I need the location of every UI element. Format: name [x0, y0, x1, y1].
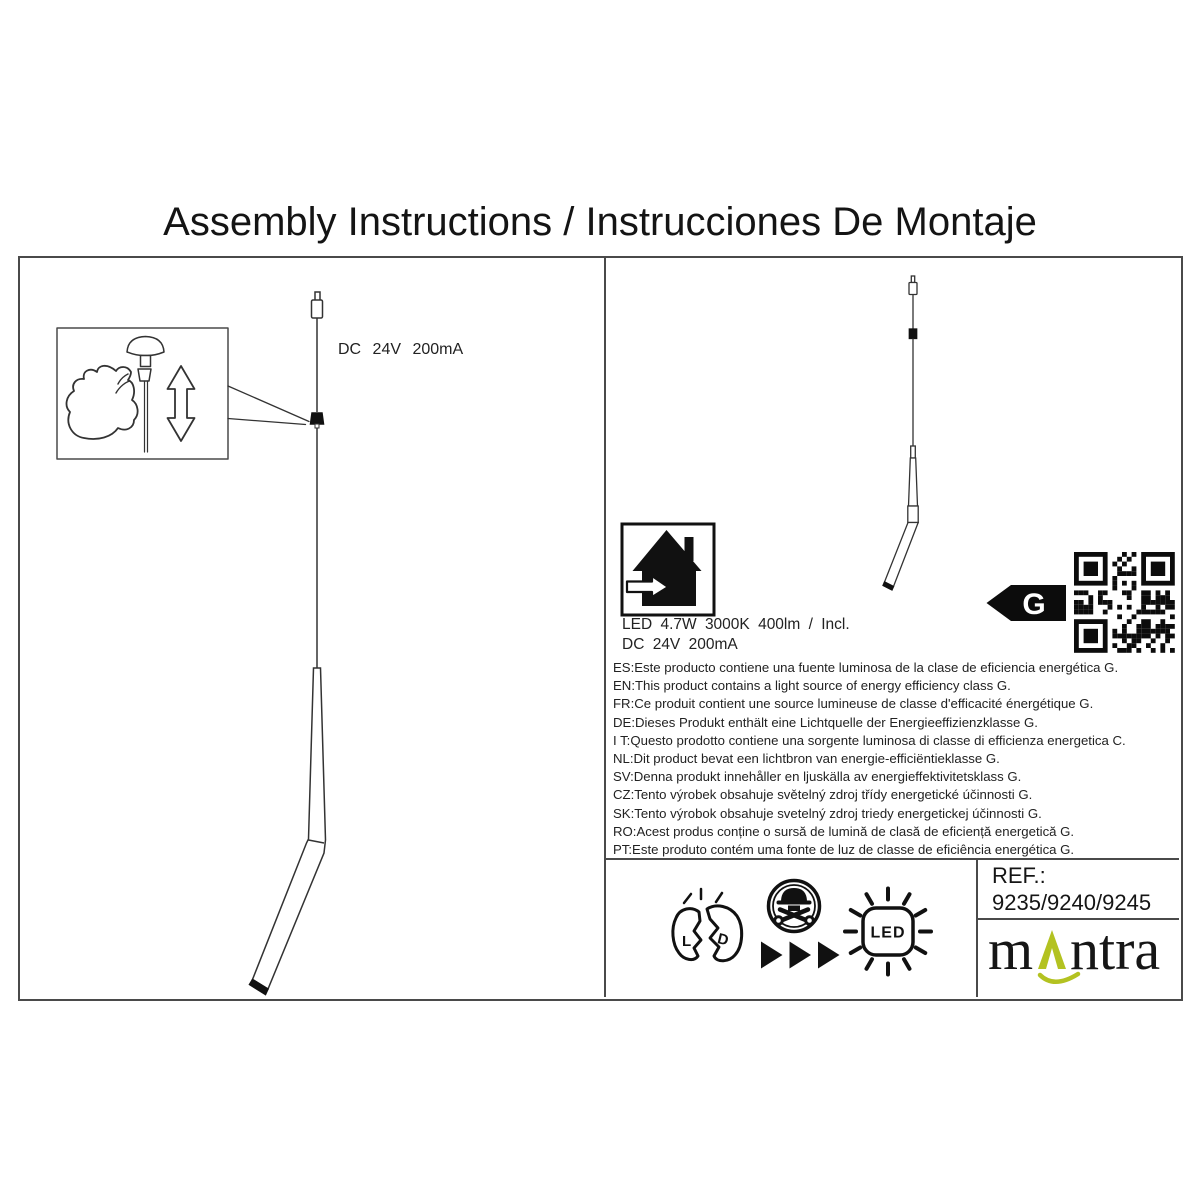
brand-text-ntra: ntra — [1070, 917, 1161, 982]
energy-class-text-block — [613, 659, 1191, 859]
qr-code — [1074, 552, 1175, 653]
energy-line-ro: RO:Acest produs conține o sursă de lumină de clasă de eficiență energetică G. — [613, 823, 1075, 839]
ref-models: 9235/9240/9245 — [992, 890, 1152, 915]
left-power-spec: DC 24V 200mA — [338, 341, 464, 358]
house-chimney — [685, 537, 694, 561]
brand-logo — [988, 917, 1160, 982]
energy-line-sv: SV:Denna produkt innehåller en ljuskälla av energieffektivitetsklass G. — [613, 769, 1022, 785]
grip-piece — [138, 369, 151, 381]
svg-text:L: L — [682, 933, 692, 950]
ceiling-canopy — [127, 337, 164, 356]
callout-line-top — [228, 386, 309, 422]
broken-led-icon — [673, 889, 742, 961]
brand-text-m: m — [988, 917, 1034, 982]
lamp-spec-block — [622, 615, 850, 655]
adjustment-inset — [57, 328, 309, 459]
energy-class-arrow-icon — [987, 585, 1067, 621]
height-adjuster — [311, 413, 324, 424]
page-title: Assembly Instructions / Instrucciones De Montaje — [163, 200, 1037, 244]
callout-line-bottom — [228, 419, 306, 425]
led-glow-icon — [845, 889, 931, 975]
led-badge-label: LED — [870, 924, 906, 942]
spec-line-2: DC 24V 200mA — [622, 636, 738, 653]
house-indoor-use-icon — [622, 524, 714, 615]
mantra-caret-icon — [1038, 930, 1066, 969]
ref-block — [992, 862, 1151, 916]
energy-line-nl: NL:Dit product bevat een lichtbron van energie-efficiëntieklasse G. — [613, 751, 1000, 767]
forward-triangles-icon — [761, 942, 840, 969]
energy-line-en: EN:This product contains a light source of energy efficiency class G. — [613, 678, 1011, 694]
right-lamp-drawing — [883, 276, 918, 590]
lamp-body — [253, 668, 326, 989]
energy-line-it: I T:Questo prodotto contiene una sorgente luminosa di classe di efficienza energetica C. — [613, 732, 1126, 748]
svg-text:D: D — [715, 930, 731, 950]
energy-line-sk: SK:Tento výrobok obsahuje svetelný zdroj triedy energetickej účinnosti G. — [613, 805, 1042, 821]
plug-body — [312, 300, 323, 318]
spec-line-1: LED 4.7W 3000K 400lm / Incl. — [622, 616, 850, 633]
energy-line-fr: FR:Ce produit contient une source lumineuse de classe d'efficacité énergétique G. — [613, 696, 1094, 712]
technician-icon — [769, 881, 820, 932]
energy-line-pt: PT:Este produto contém uma fonte de luz de classe de eficiência energética G. — [613, 842, 1075, 858]
energy-class-letter: G — [1022, 588, 1046, 621]
energy-line-de: DE:Dieses Produkt enthält eine Lichtquelle der Energieeffizienzklasse G. — [613, 714, 1038, 730]
energy-line-cz: CZ:Tento výrobek obsahuje světelný zdroj třídy energetické účinnosti G. — [613, 787, 1033, 803]
ref-label: REF.: — [992, 863, 1046, 888]
left-lamp-drawing — [250, 292, 326, 995]
energy-line-es: ES:Este producto contiene una fuente luminosa de la clase de eficiencia energética G. — [613, 660, 1119, 675]
